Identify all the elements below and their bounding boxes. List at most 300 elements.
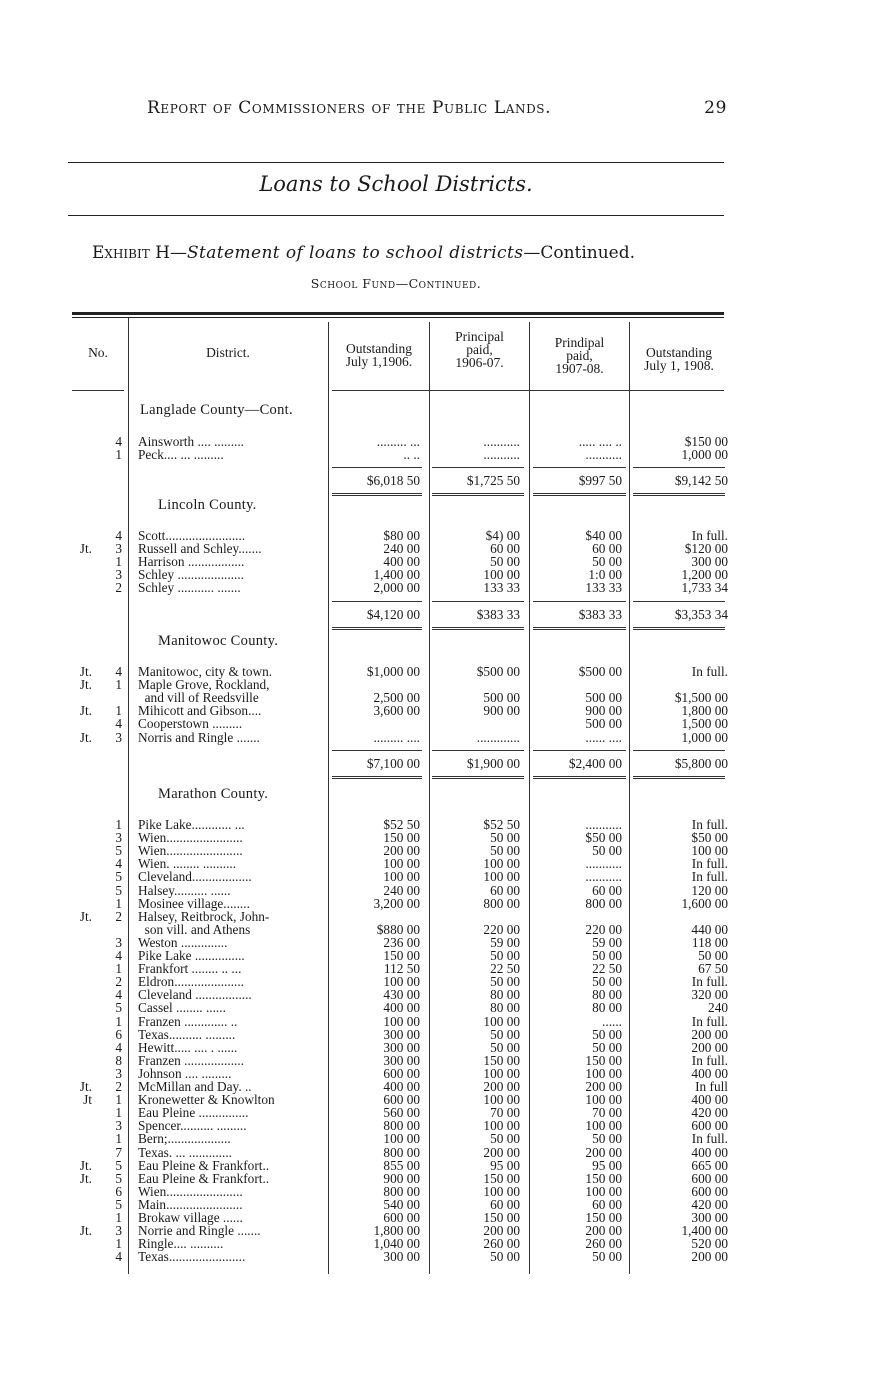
principal-1907-08-value: 50 00: [592, 974, 622, 990]
principal-1907-08-value: 100 00: [585, 1092, 622, 1108]
fund-label: School Fund—Continued.: [310, 276, 482, 291]
page-number: 29: [704, 98, 727, 118]
principal-1906-07-value: 50 00: [490, 1039, 520, 1055]
principal-1906-07-value: ...........: [483, 447, 520, 463]
outstanding-1908-value: 300 00: [691, 554, 728, 570]
district-name: Ainsworth .... .........: [138, 434, 245, 449]
district-number: 4: [115, 948, 122, 963]
col-header-outstanding-1906: Outstanding July 1,1906.: [345, 341, 413, 369]
outstanding-1906-value: 200 00: [383, 843, 420, 859]
outstanding-1906-value: 100 00: [383, 1013, 420, 1029]
total-principal-1906-07: $1,900 00: [466, 755, 520, 771]
outstanding-1908-value: In full.: [691, 664, 728, 679]
total-double-rule: [332, 493, 422, 496]
principal-1907-08-value: 200 00: [585, 1144, 622, 1160]
outstanding-1908-value: 420 00: [691, 1196, 728, 1212]
district-number: 7: [115, 1144, 122, 1160]
district-number: 3: [115, 729, 122, 745]
col-divider: [128, 318, 129, 1274]
outstanding-1908-value: 200 00: [691, 1039, 728, 1055]
outstanding-1906-value: .. ..: [403, 447, 420, 463]
outstanding-1906-value: 100 00: [383, 869, 420, 885]
district-number: 1: [115, 1236, 122, 1252]
subtotal-rule: [432, 601, 524, 602]
table-top-rule-thin: [72, 317, 724, 318]
principal-1907-08-value: 1:0 00: [588, 567, 622, 583]
county-heading: Langlade County—Cont.: [140, 402, 293, 418]
district-number: 5: [115, 882, 122, 898]
district-name: Mihicott and Gibson....: [138, 703, 262, 719]
total-outstanding-1906: $7,100 00: [366, 755, 420, 771]
outstanding-1906-value: 300 00: [383, 1052, 420, 1068]
outstanding-1908-value: $150 00: [684, 434, 728, 449]
district-number: 5: [115, 843, 122, 859]
district-number: 1: [115, 1131, 122, 1147]
outstanding-1906-value: 112 50: [383, 961, 420, 977]
outstanding-1908-value: 600 00: [691, 1170, 728, 1186]
district-number: 4: [115, 528, 122, 543]
district-name: Bern;...................: [138, 1131, 231, 1147]
outstanding-1908-value: $50 00: [691, 830, 728, 846]
principal-1906-07-value: 100 00: [483, 1065, 520, 1081]
total-double-rule: [533, 776, 626, 779]
joint-marker: Jt.: [79, 1223, 92, 1239]
header-rule: [332, 390, 724, 391]
total-outstanding-1908: $3,353 34: [674, 606, 728, 622]
district-number: 3: [115, 830, 122, 846]
outstanding-1908-value: 300 00: [691, 1210, 728, 1225]
col-header-principal-1906-07: Principal paid, 1906-07.: [455, 329, 504, 370]
district-name: Cleveland .................: [138, 987, 252, 1003]
total-outstanding-1908: $5,800 00: [674, 755, 728, 771]
principal-1906-07-value: 100 00: [483, 856, 520, 872]
outstanding-1908-value: 1,200 00: [681, 567, 728, 583]
outstanding-1908-value: 520 00: [691, 1236, 728, 1252]
district-name: Norrie and Ringle .......: [138, 1223, 261, 1239]
principal-1907-08-value: 50 00: [592, 843, 622, 859]
principal-1907-08-value: 60 00: [592, 541, 622, 557]
district-number: 1: [115, 703, 122, 719]
principal-1906-07-value: 50 00: [490, 554, 520, 570]
outstanding-1906-value: 600 00: [383, 1210, 420, 1225]
principal-1907-08-value: 260 00: [585, 1236, 622, 1252]
header-rule: [72, 390, 124, 391]
district-name: Wien.......................: [138, 830, 243, 846]
outstanding-1906-value: 1,040 00: [373, 1236, 420, 1252]
district-name: Halsey.......... ......: [138, 882, 231, 898]
principal-1907-08-value: 500 00: [585, 716, 622, 732]
principal-1906-07-value: 60 00: [490, 1196, 520, 1212]
outstanding-1908-value: 320 00: [691, 987, 728, 1003]
principal-1906-07-value: ...........: [483, 434, 520, 449]
district-name: Texas.......... .........: [138, 1026, 236, 1042]
district-name: Hewitt..... .... . ......: [138, 1039, 238, 1055]
principal-1906-07-value: 150 00: [483, 1052, 520, 1068]
district-name: and vill of Reedsville: [138, 690, 259, 706]
district-number: 3: [115, 541, 122, 557]
district-name: Cooperstown .........: [138, 716, 243, 732]
principal-1907-08-value: 59 00: [592, 934, 622, 950]
district-number: 4: [115, 1039, 122, 1055]
total-double-rule: [332, 627, 422, 630]
principal-1906-07-value: 50 00: [490, 1249, 520, 1265]
outstanding-1908-value: In full.: [691, 1131, 728, 1147]
district-name: Norris and Ringle .......: [138, 729, 260, 745]
loans-table: [68, 318, 728, 1280]
outstanding-1908-value: $120 00: [684, 541, 728, 557]
county-heading: Manitowoc County.: [158, 633, 279, 649]
total-double-rule: [533, 493, 626, 496]
principal-1906-07-value: 50 00: [490, 974, 520, 990]
outstanding-1906-value: $880 00: [376, 921, 420, 937]
district-number: 3: [115, 1065, 122, 1081]
subtotal-rule: [332, 467, 422, 468]
principal-1907-08-value: 200 00: [585, 1223, 622, 1239]
outstanding-1908-value: 1,000 00: [681, 729, 728, 745]
district-number: 2: [115, 580, 122, 596]
district-name: Schley ....................: [138, 567, 244, 583]
district-number: 4: [115, 434, 122, 449]
outstanding-1906-value: 300 00: [383, 1026, 420, 1042]
principal-1906-07-value: 150 00: [483, 1210, 520, 1225]
outstanding-1906-value: 2,000 00: [373, 580, 420, 596]
district-name: Brokaw village ......: [138, 1210, 243, 1225]
principal-1907-08-value: $50 00: [585, 830, 622, 846]
outstanding-1908-value: 1,000 00: [681, 447, 728, 463]
subtotal-rule: [533, 467, 626, 468]
total-double-rule: [633, 627, 725, 630]
district-number: 1: [115, 817, 122, 832]
outstanding-1908-value: 400 00: [691, 1065, 728, 1081]
principal-1906-07-value: 22 50: [490, 961, 520, 977]
outstanding-1906-value: 300 00: [383, 1249, 420, 1265]
outstanding-1908-value: 67 50: [698, 961, 728, 977]
joint-marker: Jt.: [79, 1157, 92, 1173]
outstanding-1908-value: 50 00: [698, 948, 728, 963]
running-head-title: Report of Commissioners of the Public Lands.: [147, 98, 552, 118]
principal-1907-08-value: ...........: [585, 447, 622, 463]
outstanding-1906-value: 600 00: [383, 1092, 420, 1108]
district-name: Pike Lake............ ...: [138, 817, 245, 832]
outstanding-1906-value: 150 00: [383, 830, 420, 846]
district-number: 3: [115, 1118, 122, 1134]
outstanding-1906-value: 100 00: [383, 974, 420, 990]
principal-1906-07-value: 100 00: [483, 1118, 520, 1134]
county-heading: Marathon County.: [158, 786, 269, 802]
total-principal-1907-08: $383 33: [578, 606, 622, 622]
principal-1906-07-value: $4) 00: [485, 528, 520, 543]
subtotal-rule: [332, 750, 422, 751]
district-number: 4: [115, 987, 122, 1003]
principal-1906-07-value: 100 00: [483, 567, 520, 583]
joint-marker: Jt.: [79, 541, 92, 557]
total-principal-1906-07: $383 33: [476, 606, 520, 622]
outstanding-1908-value: 200 00: [691, 1249, 728, 1265]
principal-1907-08-value: 133 33: [585, 580, 622, 596]
exhibit-heading: [92, 243, 712, 263]
outstanding-1906-value: ......... ...: [376, 434, 420, 449]
outstanding-1906-value: 1,800 00: [373, 1223, 420, 1239]
principal-1907-08-value: 50 00: [592, 948, 622, 963]
outstanding-1906-value: 400 00: [383, 554, 420, 570]
principal-1906-07-value: 60 00: [490, 882, 520, 898]
district-name: Eau Pleine & Frankfort..: [138, 1157, 270, 1173]
principal-1907-08-value: 50 00: [592, 1249, 622, 1265]
district-name: Wien. ........ ..........: [138, 856, 237, 872]
district-name: Frankfort ........ .. ...: [138, 961, 242, 977]
running-head: [147, 98, 727, 118]
district-name: Peck.... ... .........: [138, 447, 224, 463]
principal-1906-07-value: 70 00: [490, 1105, 520, 1121]
principal-1906-07-value: 95 00: [490, 1157, 520, 1173]
principal-1906-07-value: 100 00: [483, 869, 520, 885]
principal-1907-08-value: ...........: [585, 817, 622, 832]
outstanding-1906-value: 800 00: [383, 1118, 420, 1134]
principal-1906-07-value: 60 00: [490, 541, 520, 557]
district-name: Franzen ..................: [138, 1052, 244, 1068]
total-double-rule: [432, 776, 524, 779]
principal-1907-08-value: 150 00: [585, 1170, 622, 1186]
principal-1906-07-value: 80 00: [490, 1000, 520, 1016]
principal-1907-08-value: 60 00: [592, 1196, 622, 1212]
principal-1906-07-value: 50 00: [490, 843, 520, 859]
outstanding-1908-value: 665 00: [691, 1157, 728, 1173]
outstanding-1906-value: 150 00: [383, 948, 420, 963]
district-name: Weston ..............: [138, 934, 228, 950]
county-heading: Lincoln County.: [158, 497, 257, 513]
principal-1906-07-value: $52 50: [483, 817, 520, 832]
outstanding-1908-value: In full.: [691, 869, 728, 885]
principal-1906-07-value: 100 00: [483, 1092, 520, 1108]
district-number: 8: [115, 1052, 122, 1068]
outstanding-1908-value: 440 00: [691, 921, 728, 937]
district-name: Wien.......................: [138, 843, 243, 859]
outstanding-1906-value: 240 00: [383, 541, 420, 557]
outstanding-1906-value: 560 00: [383, 1105, 420, 1121]
district-number: 1: [115, 1210, 122, 1225]
principal-1906-07-value: 200 00: [483, 1079, 520, 1094]
subtotal-rule: [533, 750, 626, 751]
district-name: Wien.......................: [138, 1183, 243, 1199]
district-name: Mosinee village........: [138, 895, 250, 911]
outstanding-1908-value: 1,600 00: [681, 895, 728, 911]
col-header-district: District.: [206, 345, 250, 360]
principal-1906-07-value: 800 00: [483, 895, 520, 911]
joint-marker: Jt: [83, 1092, 92, 1108]
district-name: Cleveland..................: [138, 869, 252, 885]
district-name: McMillan and Day. ..: [138, 1079, 252, 1094]
total-outstanding-1908: $9,142 50: [674, 473, 728, 489]
subtotal-rule: [332, 601, 422, 602]
outstanding-1908-value: In full.: [691, 817, 728, 832]
outstanding-1908-value: In full.: [691, 528, 728, 543]
district-number: 3: [115, 567, 122, 583]
joint-marker: Jt.: [79, 664, 92, 679]
outstanding-1908-value: 420 00: [691, 1105, 728, 1121]
principal-1907-08-value: 220 00: [585, 921, 622, 937]
title-rule: [68, 215, 724, 216]
principal-1907-08-value: $500 00: [578, 664, 622, 679]
outstanding-1908-value: 118 00: [691, 934, 728, 950]
district-number: 2: [115, 1079, 122, 1094]
outstanding-1906-value: $52 50: [383, 817, 420, 832]
district-number: 2: [115, 974, 122, 990]
district-number: 2: [115, 908, 122, 924]
outstanding-1906-value: $80 00: [383, 528, 420, 543]
district-name: Eau Pleine & Frankfort..: [138, 1170, 270, 1186]
district-name: Cassel ........ ......: [138, 1000, 226, 1016]
district-name: Schley ........... .......: [138, 580, 241, 596]
district-number: 3: [115, 1223, 122, 1239]
district-name: Kronewetter & Knowlton: [138, 1092, 275, 1108]
outstanding-1906-value: 300 00: [383, 1039, 420, 1055]
outstanding-1908-value: 120 00: [691, 882, 728, 898]
outstanding-1906-value: 3,600 00: [373, 703, 420, 719]
exhibit-title: Statement of loans to school districts: [186, 243, 524, 263]
principal-1907-08-value: ...... ....: [585, 729, 622, 745]
district-number: 1: [115, 895, 122, 911]
subtotal-rule: [432, 467, 524, 468]
principal-1907-08-value: 50 00: [592, 1131, 622, 1147]
outstanding-1906-value: 2,500 00: [373, 690, 420, 706]
total-double-rule: [432, 627, 524, 630]
outstanding-1908-value: $1,500 00: [674, 690, 728, 706]
outstanding-1908-value: 1,800 00: [681, 703, 728, 719]
principal-1906-07-value: 100 00: [483, 1183, 520, 1199]
outstanding-1908-value: 400 00: [691, 1092, 728, 1108]
exhibit-label: Exhibit H—: [92, 243, 187, 263]
principal-1906-07-value: 500 00: [483, 690, 520, 706]
outstanding-1906-value: 800 00: [383, 1183, 420, 1199]
outstanding-1906-value: 430 00: [383, 987, 420, 1003]
joint-marker: Jt.: [79, 729, 92, 745]
outstanding-1906-value: 236 00: [383, 934, 420, 950]
district-number: 5: [115, 1170, 122, 1186]
district-number: 1: [115, 1105, 122, 1121]
outstanding-1908-value: 1,500 00: [681, 716, 728, 732]
total-double-rule: [633, 776, 725, 779]
outstanding-1906-value: 400 00: [383, 1079, 420, 1094]
district-name: son vill. and Athens: [138, 921, 251, 937]
district-name: Maple Grove, Rockland,: [138, 677, 270, 693]
principal-1907-08-value: ...........: [585, 856, 622, 872]
subtotal-rule: [533, 601, 626, 602]
principal-1906-07-value: 59 00: [490, 934, 520, 950]
principal-1906-07-value: 900 00: [483, 703, 520, 719]
outstanding-1906-value: 600 00: [383, 1065, 420, 1081]
principal-1907-08-value: 800 00: [585, 895, 622, 911]
principal-1906-07-value: 80 00: [490, 987, 520, 1003]
principal-1907-08-value: 150 00: [585, 1210, 622, 1225]
principal-1907-08-value: 50 00: [592, 1039, 622, 1055]
district-number: 4: [115, 1249, 122, 1265]
section-title: Loans to School Districts.: [259, 172, 533, 196]
principal-1907-08-value: 150 00: [585, 1052, 622, 1068]
total-double-rule: [633, 493, 725, 496]
outstanding-1908-value: In full.: [691, 1013, 728, 1029]
principal-1906-07-value: 50 00: [490, 1131, 520, 1147]
joint-marker: Jt.: [79, 677, 92, 693]
outstanding-1906-value: 400 00: [383, 1000, 420, 1016]
principal-1906-07-value: 133 33: [483, 580, 520, 596]
outstanding-1908-value: 1,733 34: [681, 580, 728, 596]
outstanding-1908-value: In full.: [691, 974, 728, 990]
principal-1907-08-value: 95 00: [592, 1157, 622, 1173]
outstanding-1908-value: In full.: [691, 1052, 728, 1068]
outstanding-1906-value: 1,400 00: [373, 567, 420, 583]
principal-1906-07-value: 200 00: [483, 1223, 520, 1239]
principal-1906-07-value: 200 00: [483, 1144, 520, 1160]
principal-1907-08-value: $40 00: [585, 528, 622, 543]
district-name: Russell and Schley.......: [138, 541, 262, 557]
district-name: Manitowoc, city & town.: [138, 664, 273, 679]
district-number: 6: [115, 1026, 122, 1042]
district-name: Franzen ............. ..: [138, 1013, 238, 1029]
principal-1907-08-value: 70 00: [592, 1105, 622, 1121]
district-name: Ringle.... ..........: [138, 1236, 224, 1252]
total-double-rule: [332, 776, 422, 779]
principal-1907-08-value: 100 00: [585, 1118, 622, 1134]
principal-1906-07-value: $500 00: [476, 664, 520, 679]
outstanding-1908-value: 200 00: [691, 1026, 728, 1042]
top-rule: [68, 162, 724, 163]
district-name: Johnson .... .........: [138, 1065, 232, 1081]
outstanding-1908-value: In full.: [691, 856, 728, 872]
total-double-rule: [533, 627, 626, 630]
total-outstanding-1906: $6,018 50: [366, 473, 420, 489]
total-principal-1907-08: $2,400 00: [568, 755, 622, 771]
district-number: 4: [115, 664, 122, 679]
outstanding-1906-value: ......... ....: [373, 729, 420, 745]
col-divider: [328, 322, 329, 1274]
principal-1907-08-value: 50 00: [592, 1026, 622, 1042]
outstanding-1906-value: 800 00: [383, 1144, 420, 1160]
district-name: Harrison .................: [138, 554, 245, 570]
outstanding-1908-value: 1,400 00: [681, 1223, 728, 1239]
subtotal-rule: [633, 750, 725, 751]
district-number: 1: [115, 554, 122, 570]
district-number: 1: [115, 1013, 122, 1029]
outstanding-1906-value: 855 00: [383, 1157, 420, 1173]
joint-marker: Jt.: [79, 1079, 92, 1094]
principal-1907-08-value: ...........: [585, 869, 622, 885]
principal-1906-07-value: 100 00: [483, 1013, 520, 1029]
total-principal-1906-07: $1,725 50: [466, 473, 520, 489]
principal-1907-08-value: 80 00: [592, 987, 622, 1003]
outstanding-1906-value: 100 00: [383, 1131, 420, 1147]
principal-1907-08-value: 22 50: [592, 961, 622, 977]
district-number: 1: [115, 961, 122, 977]
principal-1907-08-value: 900 00: [585, 703, 622, 719]
principal-1907-08-value: 100 00: [585, 1065, 622, 1081]
principal-1906-07-value: 50 00: [490, 948, 520, 963]
total-double-rule: [432, 493, 524, 496]
joint-marker: Jt.: [79, 908, 92, 924]
table-top-rule: [72, 312, 724, 315]
district-name: Texas.......................: [138, 1249, 246, 1265]
principal-1906-07-value: 220 00: [483, 921, 520, 937]
outstanding-1908-value: 400 00: [691, 1144, 728, 1160]
district-name: Eldron.....................: [138, 974, 244, 990]
district-number: 4: [115, 856, 122, 872]
principal-1907-08-value: 500 00: [585, 690, 622, 706]
district-name: Eau Pleine ...............: [138, 1105, 249, 1121]
col-header-no: No.: [88, 345, 108, 360]
district-name: Halsey, Reitbrock, John-: [138, 908, 270, 924]
district-name: Texas. ... .............: [138, 1144, 232, 1160]
outstanding-1906-value: 3,200 00: [373, 895, 420, 911]
district-name: Main.......................: [138, 1196, 243, 1212]
